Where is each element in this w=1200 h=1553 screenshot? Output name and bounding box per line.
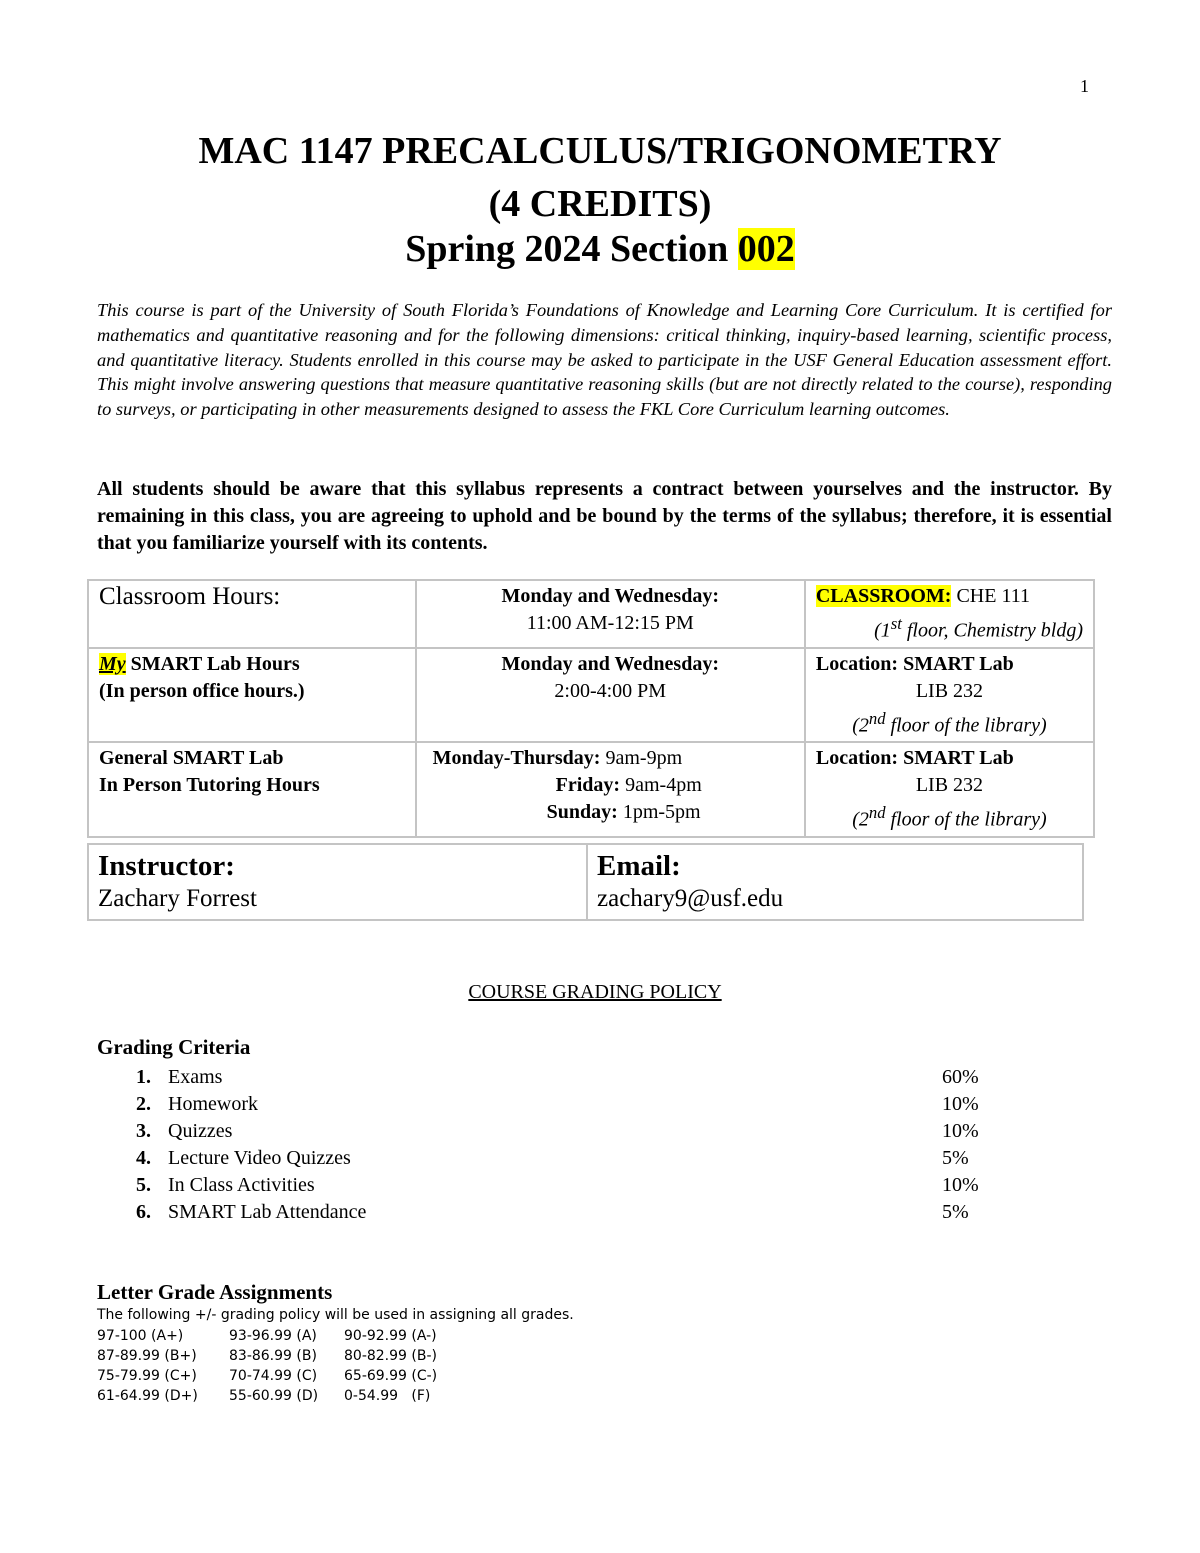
letter-grade-description: The following +/- grading policy will be used in assigning all grades.: [97, 1307, 574, 1323]
grading-criteria-title: Grading Criteria: [97, 1035, 251, 1059]
classroom-room: CHE 111: [951, 585, 1030, 607]
tutoring-label: General SMART Lab: [99, 747, 284, 770]
classroom-time: 11:00 AM-12:15 PM: [526, 612, 694, 634]
office-location-cell: [805, 648, 1094, 743]
syllabus-contract-paragraph: All students should be aware that this syllabus represents a contract between yourselves and the instructor. By remaining in this class, you are agreeing to uphold and be bound by the terms of the syllabus; therefore, it is essential that you familiarize yourself with its contents.: [97, 478, 1112, 554]
email-cell: [587, 844, 1083, 920]
instructor-email: zachary9@usf.edu: [597, 885, 784, 912]
course-credits: (4 CREDITS): [488, 183, 712, 225]
office-location-label: Location: SMART Lab: [815, 652, 1014, 675]
course-title: MAC 1147 PRECALCULUS/TRIGONOMETRY: [198, 130, 1002, 172]
office-hours-time-cell: [416, 648, 805, 743]
tutoring-location-cell: [805, 742, 1094, 837]
tutoring-room: LIB 232: [915, 774, 984, 797]
term-label: Spring 2024 Section: [405, 228, 738, 270]
tutoring-sunday: Sunday: 1pm-5pm: [546, 801, 701, 824]
tutoring-time-cell: [416, 742, 805, 837]
office-room: LIB 232: [915, 679, 984, 702]
classroom-hours-time-cell: [416, 580, 805, 648]
tutoring-sublabel: In Person Tutoring Hours: [99, 774, 320, 797]
tutoring-friday: Friday: 9am-4pm: [555, 774, 702, 797]
office-hours-sublabel: (In person office hours.): [99, 679, 305, 702]
office-hours-label: My SMART Lab Hours: [99, 652, 300, 675]
office-time: 2:00-4:00 PM: [554, 679, 667, 702]
classroom-hours-label: Classroom Hours:: [99, 583, 281, 610]
instructor-label: Instructor:: [98, 850, 235, 882]
tutoring-location-label: Location: SMART Lab: [815, 747, 1014, 770]
classroom-days: Monday and Wednesday:: [501, 585, 719, 607]
instructor-table: [87, 843, 1084, 921]
hours-table: [87, 579, 1095, 838]
classroom-hours-label-cell: [88, 580, 416, 648]
tutoring-label-cell: [88, 742, 416, 837]
classroom-location: [816, 583, 1083, 610]
my-label: My: [99, 652, 126, 675]
office-hours-label-cell: [88, 648, 416, 743]
classroom-label: CLASSROOM:: [815, 585, 952, 607]
office-floor: (2nd floor of the library): [852, 708, 1047, 737]
office-hours-row: [88, 648, 1094, 743]
office-days: Monday and Wednesday:: [501, 652, 719, 675]
tutoring-hours-row: [88, 742, 1094, 837]
grading-policy-heading: COURSE GRADING POLICY: [468, 981, 722, 1003]
instructor-name: Zachary Forrest: [98, 885, 257, 912]
classroom-location-cell: [805, 580, 1094, 648]
classroom-floor: (1st floor, Chemistry bldg): [874, 614, 1083, 642]
section-number: 002: [737, 228, 795, 270]
instructor-cell: [88, 844, 587, 920]
email-label: Email:: [597, 850, 681, 882]
classroom-hours-row: [88, 580, 1094, 648]
page-number: 1: [1080, 76, 1089, 96]
tutoring-floor: (2nd floor of the library): [852, 803, 1047, 831]
course-term: [0, 226, 1200, 272]
letter-grade-title: Letter Grade Assignments: [97, 1280, 333, 1304]
tutoring-mon-thu: Monday-Thursday: 9am-9pm: [432, 747, 683, 770]
course-intro-paragraph: This course is part of the University of South Florida’s Foundations of Knowledge and Learning Core Curriculum. It is certified for mathematics and quantitative reasoning and for the following dimensions: critical thinking, inquiry-based learning, scientific process, and quantitative literacy. Students enrolled in this course may be asked to participate in the USF General Education assessment effort. This might involve answering questions that measure quantitative reasoning skills (but are not directly related to the course), responding to surveys, or participating in other measurements designed to assess the FKL Core Curriculum learning outcomes.: [97, 300, 1112, 420]
